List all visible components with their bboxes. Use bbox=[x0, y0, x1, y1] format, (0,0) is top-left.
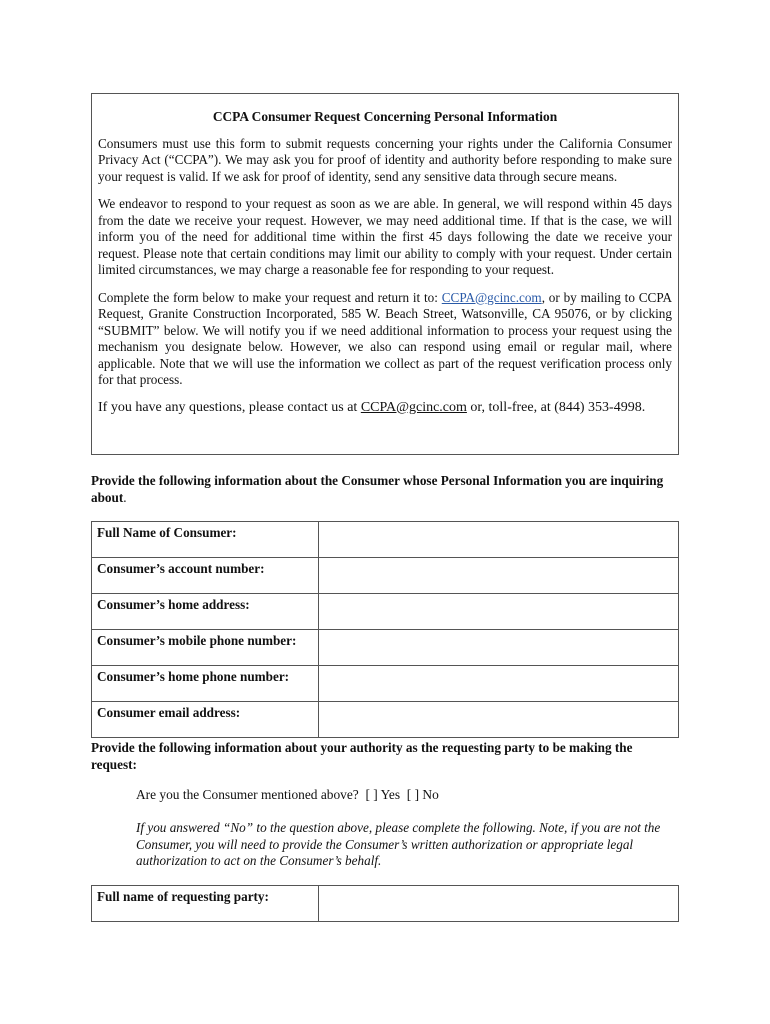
home-phone-input[interactable] bbox=[319, 666, 678, 698]
consumer-heading-period: . bbox=[123, 490, 127, 505]
field-label: Full name of requesting party: bbox=[92, 886, 319, 922]
ccpa-info-box bbox=[91, 93, 679, 455]
table-row bbox=[92, 594, 679, 630]
home-address-input[interactable] bbox=[319, 594, 678, 626]
field-label: Consumer’s home phone number: bbox=[92, 666, 319, 702]
email-address-input[interactable] bbox=[319, 702, 678, 734]
contact-email-link[interactable]: CCPA@gcinc.com bbox=[360, 399, 467, 415]
mobile-phone-input[interactable] bbox=[319, 630, 678, 662]
contact-text-end: or, toll-free, at (844) 353-4998. bbox=[466, 399, 646, 415]
consumer-question bbox=[136, 787, 439, 803]
field-label: Consumer’s account number: bbox=[92, 558, 319, 594]
form-title: CCPA Consumer Request Concerning Personal Information bbox=[212, 109, 558, 124]
submission-paragraph bbox=[98, 290, 672, 389]
account-number-input[interactable] bbox=[319, 558, 678, 590]
field-label: Consumer’s home address: bbox=[92, 594, 319, 630]
field-label: Full Name of Consumer: bbox=[92, 522, 319, 558]
email-address-cell[interactable] bbox=[319, 702, 679, 738]
field-label: Consumer’s mobile phone number: bbox=[92, 630, 319, 666]
response-time-paragraph: We endeavor to respond to your request as soon as we are able. In general, we will respond within 45 days from the date we receive your request. However, we may need additional time. If that is the case, we will inform you of the need for additional time within the first 45 days following the date we receive your request. Please note that certain conditions may limit our ability to comply with your request. Under certain limited circumstances, we may charge a reasonable fee for responding to your request. bbox=[98, 196, 672, 277]
mobile-phone-cell[interactable] bbox=[319, 630, 679, 666]
yes-label: Yes bbox=[380, 787, 401, 802]
requesting-party-table bbox=[91, 885, 679, 922]
question-text: Are you the Consumer mentioned above? bbox=[136, 787, 359, 802]
field-label: Consumer email address: bbox=[92, 702, 319, 738]
consumer-heading-text: Provide the following information about the Consumer whose Personal Information you are inquiring about bbox=[91, 473, 664, 505]
table-row bbox=[92, 666, 679, 702]
table-row bbox=[92, 522, 679, 558]
consumer-section-heading bbox=[91, 472, 679, 506]
intro-paragraph: Consumers must use this form to submit requests concerning your rights under the California Consumer Privacy Act (“CCPA”). We may ask you for proof of identity and authority before responding to make sure your request is valid. If we ask for proof of identity, send any sensitive data through secure means. bbox=[98, 135, 672, 184]
full-name-input[interactable] bbox=[319, 522, 678, 554]
table-row bbox=[92, 558, 679, 594]
contact-paragraph bbox=[98, 400, 672, 417]
home-address-cell[interactable] bbox=[319, 594, 679, 630]
table-row bbox=[92, 886, 679, 922]
email-link[interactable]: CCPA@gcinc.com bbox=[441, 289, 542, 305]
no-checkbox[interactable]: [ ] bbox=[406, 787, 420, 802]
yes-checkbox[interactable]: [ ] bbox=[365, 787, 378, 802]
table-row bbox=[92, 702, 679, 738]
authorization-note: If you answered “No” to the question above, please complete the following. Note, if you are not the Consumer, you will need to provide the Consumer’s written authorization or appropriate legal authorization to act on the Consumer’s behalf. bbox=[136, 820, 661, 868]
authority-section-heading: Provide the following information about your authority as the requesting party to be making the request: bbox=[91, 740, 633, 772]
table-row bbox=[92, 630, 679, 666]
requesting-party-cell[interactable] bbox=[319, 886, 679, 922]
no-label: No bbox=[422, 787, 439, 802]
submission-text-end: , or by mailing to CCPA Request, Granite Construction Incorporated, 585 W. Beach Street, Watsonville, CA 95076, or by clicking “SUBMIT” below. We will notify you if we need additional information to process your request using the mechanism you designate below. However, we also can respond using email or regular mail, where applicable. Note that we will use the information we collect as part of the request verification process only for that process. bbox=[98, 289, 672, 387]
full-name-cell[interactable] bbox=[319, 522, 679, 558]
account-number-cell[interactable] bbox=[319, 558, 679, 594]
submission-text-start: Complete the form below to make your request and return it to: bbox=[98, 289, 442, 305]
consumer-info-table bbox=[91, 521, 679, 738]
contact-text-start: If you have any questions, please contact us at bbox=[98, 399, 361, 415]
home-phone-cell[interactable] bbox=[319, 666, 679, 702]
requesting-party-input[interactable] bbox=[319, 886, 678, 918]
